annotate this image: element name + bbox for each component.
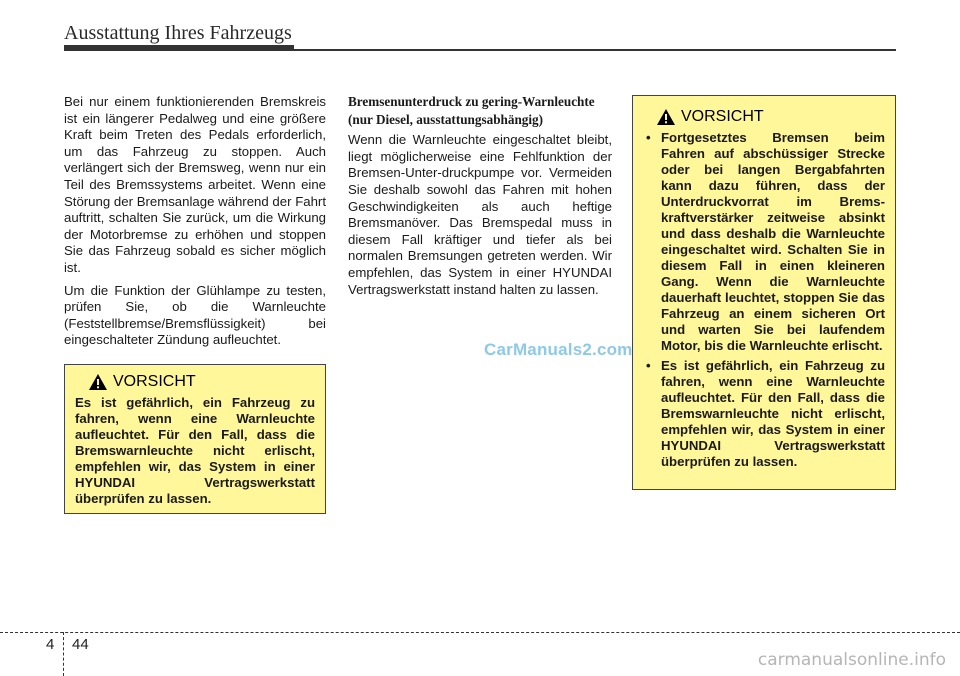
section-subheading: (nur Diesel, ausstattungsabhängig) xyxy=(348,111,544,127)
site-watermark: carmanualsonline.info xyxy=(757,650,946,670)
caution-title: VORSICHT xyxy=(681,108,764,125)
footer-rule xyxy=(0,632,960,633)
body-paragraph: Um die Funktion der Glühlampe zu testen, prüfen Sie, ob die Warnleuchte (Feststellbremse/Bremsflüssigkeit) bei eingeschalteter Zündung aufleuchtet. xyxy=(64,282,326,348)
body-paragraph: Wenn die Warnleuchte eingeschaltet bleibt, liegt möglicherweise eine Fehlfunktion der Bremsen-Unter-druckpumpe vor. Vermeiden Sie deshalb sowohl das Fahren mit hohen Geschwindigkeiten als auch heftige Bremsmanöver. Das Bremspedal muss in diesem Fall kräftiger und tiefer als bei normalen Bremsungen getreten werden. Wir empfehlen, das System in einer HYUNDAI Vertragswerkstatt instand halten zu lassen. xyxy=(348,132,612,297)
caution-box xyxy=(632,95,896,490)
caution-list-item: • Fortgesetztes Bremsen beim Fahren auf abschüssiger Strecke oder bei langen Bergabfahrten kann dazu führen, dass der Unterdruckvorrat im Brems-kraftverstärker zeitweise absinkt und dass deshalb die Warnleuchte eingeschaltet wird. Schalten Sie in diesem Fall in einen kleineren Gang. Wenn die Warnleuchte dauerhaft leuchtet, stoppen Sie das Fahrzeug an einem sicheren Ort und warten Sie bei laufendem Motor, bis die Warnleuchte erlischt. xyxy=(643,130,885,354)
caution-header xyxy=(89,373,315,391)
body-paragraph: Bei nur einem funktionierenden Bremskreis ist ein längerer Pedalweg und eine größere Kraft beim Treten des Pedals erforderlich, um das Fahrzeug zu stoppen. Auch verlängert sich der Bremsweg, wenn nur ein Teil des Bremssystems arbeitet. Wenn eine Störung der Bremsanlage während der Fahrt auftritt, schalten Sie zurück, um die Wirkung der Motorbremse zu erhöhen und stoppen Sie das Fahrzeug sobald es sicher möglich ist. xyxy=(64,94,326,275)
page-header-title: Ausstattung Ihres Fahrzeugs xyxy=(64,22,292,44)
carmanuals-watermark: CarManuals2.com xyxy=(484,340,633,359)
caution-text: Es ist gefährlich, ein Fahrzeug zu fahren, wenn eine Warnleuchte aufleuchtet. Für den Fall, dass die Bremswarnleuchte nicht erlischt, empfehlen wir, das System in einer HYUNDAI Vertragswerkstatt überprüfen zu lassen. xyxy=(75,395,315,506)
warning-triangle-icon xyxy=(657,109,675,125)
caution-list-item: • Es ist gefährlich, ein Fahrzeug zu fahren, wenn eine Warnleuchte aufleuchtet. Für den Fall, dass die Bremswarnleuchte nicht erlischt, empfehlen wir, das System in einer HYUNDAI Vertragswerkstatt überprüfen zu lassen. xyxy=(643,358,885,470)
middle-column xyxy=(348,94,612,304)
header-rule-accent xyxy=(64,45,294,51)
footer-divider xyxy=(63,632,64,676)
page-number: 44 xyxy=(72,636,89,653)
section-heading: Bremsenunterdruck zu gering-Warnleuchte xyxy=(348,94,595,109)
caution-header xyxy=(657,108,885,126)
chapter-number: 4 xyxy=(46,636,55,653)
left-column xyxy=(64,94,326,355)
caution-list xyxy=(643,130,885,470)
caution-title: VORSICHT xyxy=(113,373,196,390)
warning-triangle-icon xyxy=(89,374,107,390)
caution-box xyxy=(64,364,326,514)
